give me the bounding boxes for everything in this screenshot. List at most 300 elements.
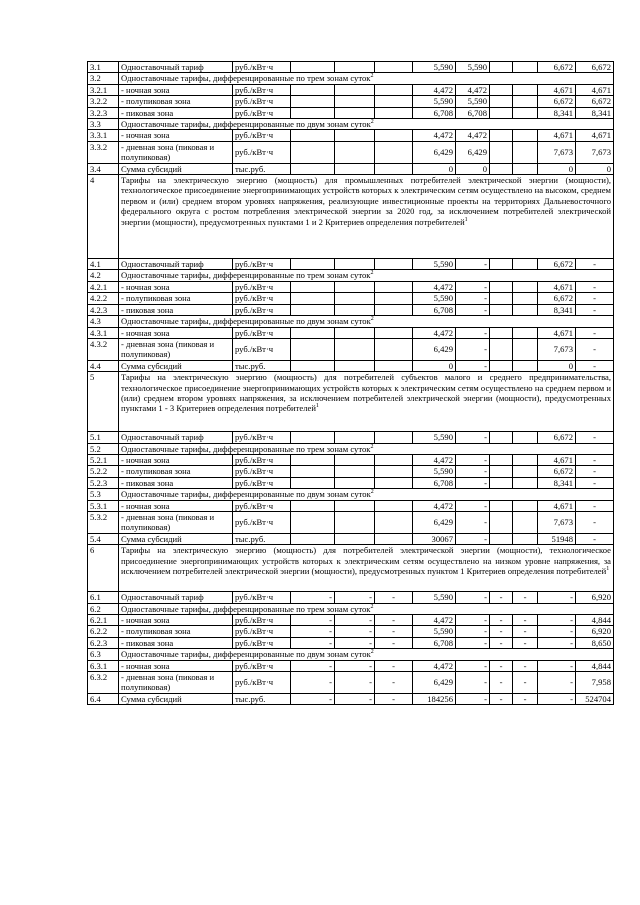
row-number: 4.2.2 <box>88 293 119 304</box>
value-cell: - <box>538 637 576 648</box>
value-cell: - <box>490 693 513 704</box>
value-cell <box>291 107 335 118</box>
title-text: Одноставочные тарифы, дифференцированные по двум зонам суток <box>121 119 371 130</box>
tariff-name: Одноставочный тариф <box>119 592 233 603</box>
value-cell <box>335 107 375 118</box>
tariff-name: - ночная зона <box>119 327 233 338</box>
row-number: 4 <box>88 175 119 259</box>
value-cell: - <box>375 672 413 694</box>
row-number: 5.2.2 <box>88 466 119 477</box>
row-number: 5.2 <box>88 443 119 454</box>
value-cell: 5,590 <box>456 62 490 73</box>
row-number: 3.2.3 <box>88 107 119 118</box>
value-cell <box>291 432 335 443</box>
value-cell <box>291 454 335 465</box>
value-cell: 6,708 <box>456 107 490 118</box>
value-cell: - <box>576 281 614 292</box>
row-number: 6.3.2 <box>88 672 119 694</box>
value-cell <box>490 511 513 533</box>
value-cell: 0 <box>576 163 614 174</box>
value-cell <box>291 130 335 141</box>
tariff-name: - пиковая зона <box>119 477 233 488</box>
row-number: 6.2 <box>88 603 119 614</box>
tariff-name: Сумма субсидий <box>119 360 233 371</box>
value-cell: 8,341 <box>538 304 576 315</box>
value-cell <box>291 281 335 292</box>
value-cell: 30067 <box>413 533 456 544</box>
value-cell: - <box>291 626 335 637</box>
value-cell: - <box>335 592 375 603</box>
value-cell: 4,671 <box>576 130 614 141</box>
value-cell: 5,590 <box>413 293 456 304</box>
title-text: Одноставочные тарифы, дифференцированные по двум зонам суток <box>121 316 371 327</box>
unit: руб./кВт·ч <box>233 293 291 304</box>
value-cell: - <box>513 693 538 704</box>
row-number: 5.3.1 <box>88 500 119 511</box>
table-row <box>88 454 614 465</box>
value-cell: - <box>375 693 413 704</box>
value-cell: - <box>291 693 335 704</box>
value-cell <box>513 293 538 304</box>
value-cell: - <box>576 511 614 533</box>
unit: руб./кВт·ч <box>233 454 291 465</box>
value-cell <box>335 327 375 338</box>
subsection-title <box>119 119 614 130</box>
row-number: 5.3.2 <box>88 511 119 533</box>
subsection-row <box>88 603 614 614</box>
value-cell: - <box>576 432 614 443</box>
value-cell: - <box>456 281 490 292</box>
tariff-name: - полупиковая зона <box>119 293 233 304</box>
row-number: 4.1 <box>88 259 119 270</box>
value-cell: - <box>456 615 490 626</box>
value-cell <box>375 360 413 371</box>
value-cell: - <box>456 533 490 544</box>
subsection-row <box>88 270 614 281</box>
value-cell: - <box>335 626 375 637</box>
row-number: 3.3.1 <box>88 130 119 141</box>
tariff-name: - дневная зона (пиковая и полупиковая) <box>119 338 233 360</box>
tariff-name: - ночная зона <box>119 281 233 292</box>
value-cell <box>490 107 513 118</box>
unit: руб./кВт·ч <box>233 637 291 648</box>
subsection-title <box>119 603 614 614</box>
value-cell: - <box>456 304 490 315</box>
value-cell <box>375 432 413 443</box>
value-cell: - <box>538 660 576 671</box>
value-cell: - <box>513 660 538 671</box>
value-cell: 4,472 <box>413 327 456 338</box>
value-cell: - <box>513 672 538 694</box>
tariff-name: Сумма субсидий <box>119 693 233 704</box>
tariff-name: Сумма субсидий <box>119 533 233 544</box>
value-cell: - <box>576 466 614 477</box>
row-number: 6 <box>88 545 119 592</box>
row-number: 4.3 <box>88 316 119 327</box>
value-cell: 5,590 <box>413 592 456 603</box>
tariff-name: - дневная зона (пиковая и полупиковая) <box>119 511 233 533</box>
row-number: 3.4 <box>88 163 119 174</box>
table-row <box>88 533 614 544</box>
value-cell <box>490 500 513 511</box>
value-cell <box>513 338 538 360</box>
value-cell: 6,429 <box>456 141 490 163</box>
table-row <box>88 500 614 511</box>
value-cell: 5,590 <box>413 96 456 107</box>
tariff-name: - пиковая зона <box>119 304 233 315</box>
value-cell: 7,673 <box>538 141 576 163</box>
row-number: 3.2.2 <box>88 96 119 107</box>
table-row <box>88 660 614 671</box>
row-number: 6.2.1 <box>88 615 119 626</box>
value-cell: 6,429 <box>413 672 456 694</box>
value-cell: 4,472 <box>413 281 456 292</box>
title-text: Тарифы на электрическую энергию (мощность) для потребителей электрической энергии (мощности), технологическое присоединение энергопринимающих устройств которых к электрическим сетям осуществлено на низком уровне напряжения, за исключением потребителей электрической энергии (мощности), предусмотренных пунктом 1 Критериев определения потребителей <box>121 545 611 576</box>
value-cell: - <box>335 637 375 648</box>
table-row <box>88 477 614 488</box>
row-number: 4.4 <box>88 360 119 371</box>
value-cell: 6,429 <box>413 338 456 360</box>
row-number: 6.2.2 <box>88 626 119 637</box>
value-cell <box>513 107 538 118</box>
tariff-name: - ночная зона <box>119 84 233 95</box>
tariff-name: - полупиковая зона <box>119 96 233 107</box>
value-cell: - <box>335 672 375 694</box>
value-cell: 6,672 <box>538 466 576 477</box>
value-cell: - <box>375 626 413 637</box>
value-cell: 6,920 <box>576 626 614 637</box>
value-cell <box>490 454 513 465</box>
unit: руб./кВт·ч <box>233 615 291 626</box>
value-cell <box>335 62 375 73</box>
value-cell: - <box>513 615 538 626</box>
value-cell: 7,673 <box>538 511 576 533</box>
value-cell <box>291 327 335 338</box>
value-cell: - <box>456 327 490 338</box>
unit: руб./кВт·ч <box>233 500 291 511</box>
tariff-name: Одноставочный тариф <box>119 62 233 73</box>
value-cell: - <box>375 660 413 671</box>
value-cell <box>335 511 375 533</box>
value-cell <box>375 259 413 270</box>
value-cell: 5,590 <box>413 259 456 270</box>
tariff-name: - ночная зона <box>119 130 233 141</box>
value-cell <box>291 500 335 511</box>
value-cell <box>335 84 375 95</box>
unit: руб./кВт·ч <box>233 130 291 141</box>
value-cell <box>375 281 413 292</box>
value-cell <box>490 477 513 488</box>
subsection-row <box>88 119 614 130</box>
value-cell: 6,672 <box>538 432 576 443</box>
value-cell <box>513 454 538 465</box>
table-row <box>88 293 614 304</box>
value-cell <box>375 466 413 477</box>
value-cell: - <box>291 637 335 648</box>
table-row <box>88 130 614 141</box>
value-cell: 6,429 <box>413 511 456 533</box>
value-cell <box>335 163 375 174</box>
value-cell: 6,672 <box>538 62 576 73</box>
value-cell: - <box>291 672 335 694</box>
value-cell: 6,920 <box>576 592 614 603</box>
value-cell: 6,708 <box>413 304 456 315</box>
value-cell: - <box>335 615 375 626</box>
value-cell: - <box>490 615 513 626</box>
value-cell <box>375 338 413 360</box>
table-row <box>88 511 614 533</box>
value-cell <box>513 281 538 292</box>
unit: тыс.руб. <box>233 693 291 704</box>
value-cell: 4,671 <box>538 281 576 292</box>
value-cell <box>375 500 413 511</box>
table-row <box>88 304 614 315</box>
value-cell <box>490 304 513 315</box>
value-cell <box>375 62 413 73</box>
value-cell: - <box>456 338 490 360</box>
unit: руб./кВт·ч <box>233 660 291 671</box>
unit: руб./кВт·ч <box>233 672 291 694</box>
value-cell: - <box>490 660 513 671</box>
table-row <box>88 615 614 626</box>
value-cell <box>513 533 538 544</box>
row-number: 3.3.2 <box>88 141 119 163</box>
value-cell <box>375 293 413 304</box>
row-number: 4.2.3 <box>88 304 119 315</box>
table-row <box>88 693 614 704</box>
row-number: 5.4 <box>88 533 119 544</box>
unit: руб./кВт·ч <box>233 327 291 338</box>
unit: руб./кВт·ч <box>233 338 291 360</box>
value-cell <box>291 293 335 304</box>
subsection-title <box>119 443 614 454</box>
value-cell: - <box>456 360 490 371</box>
unit: руб./кВт·ч <box>233 84 291 95</box>
value-cell: - <box>576 477 614 488</box>
value-cell: - <box>513 592 538 603</box>
row-number: 5.2.3 <box>88 477 119 488</box>
value-cell: - <box>456 511 490 533</box>
footnote-mark: 2 <box>370 73 374 80</box>
value-cell <box>513 327 538 338</box>
section-header-row <box>88 372 614 432</box>
value-cell: - <box>490 626 513 637</box>
value-cell <box>513 466 538 477</box>
value-cell: 4,671 <box>576 84 614 95</box>
unit: тыс.руб. <box>233 163 291 174</box>
row-number: 3.1 <box>88 62 119 73</box>
row-number: 3.2 <box>88 73 119 84</box>
value-cell <box>490 96 513 107</box>
value-cell <box>291 511 335 533</box>
value-cell <box>375 107 413 118</box>
value-cell: 5,590 <box>413 466 456 477</box>
table-row <box>88 107 614 118</box>
subsection-row <box>88 316 614 327</box>
unit: тыс.руб. <box>233 360 291 371</box>
value-cell: - <box>538 615 576 626</box>
value-cell: - <box>538 672 576 694</box>
table-row <box>88 84 614 95</box>
section-header-row <box>88 545 614 592</box>
value-cell: - <box>576 533 614 544</box>
value-cell <box>291 477 335 488</box>
row-number: 5.1 <box>88 432 119 443</box>
value-cell <box>490 327 513 338</box>
table-row <box>88 327 614 338</box>
value-cell: 7,673 <box>538 338 576 360</box>
row-number: 4.3.1 <box>88 327 119 338</box>
subsection-title <box>119 316 614 327</box>
value-cell: 0 <box>413 360 456 371</box>
title-text: Тарифы на электрическую энергию (мощность) для потребителей субъектов малого и среднего предпринимательства, технологическое присоединение энергопринимающих устройств которых к электрическим сетям осуществлено на среднем первом и (или) среднем втором уровнях напряжения, за исключением потребителей электрической энергии (мощности), предусмотренных пунктами 1 - 3 Критериев определения потребителей <box>121 372 611 414</box>
row-number: 5 <box>88 372 119 432</box>
value-cell: 184256 <box>413 693 456 704</box>
unit: руб./кВт·ч <box>233 96 291 107</box>
value-cell: 4,472 <box>413 84 456 95</box>
value-cell: 6,672 <box>538 259 576 270</box>
footnote-mark: 2 <box>370 443 374 450</box>
section-title <box>119 175 614 259</box>
subsection-row <box>88 443 614 454</box>
row-number: 4.2.1 <box>88 281 119 292</box>
footnote-mark: 1 <box>606 566 610 573</box>
tariff-name: - ночная зона <box>119 500 233 511</box>
value-cell: 51948 <box>538 533 576 544</box>
value-cell <box>513 163 538 174</box>
value-cell: - <box>375 637 413 648</box>
row-number: 3.2.1 <box>88 84 119 95</box>
value-cell: - <box>456 500 490 511</box>
title-text: Одноставочные тарифы, дифференцированные по трем зонам суток <box>121 443 371 454</box>
value-cell: - <box>576 304 614 315</box>
value-cell: 4,472 <box>413 454 456 465</box>
unit: руб./кВт·ч <box>233 626 291 637</box>
section-header-row <box>88 175 614 259</box>
unit: руб./кВт·ч <box>233 477 291 488</box>
value-cell: - <box>456 432 490 443</box>
tariff-name: - пиковая зона <box>119 107 233 118</box>
value-cell: - <box>456 660 490 671</box>
value-cell <box>375 304 413 315</box>
value-cell: - <box>576 338 614 360</box>
value-cell: 0 <box>413 163 456 174</box>
value-cell <box>490 533 513 544</box>
footnote-mark: 2 <box>370 316 374 323</box>
value-cell <box>335 360 375 371</box>
value-cell: 6,708 <box>413 477 456 488</box>
value-cell <box>335 533 375 544</box>
value-cell: 4,472 <box>413 130 456 141</box>
value-cell: - <box>490 592 513 603</box>
value-cell: 4,671 <box>538 500 576 511</box>
value-cell <box>375 477 413 488</box>
value-cell: - <box>291 660 335 671</box>
value-cell <box>513 511 538 533</box>
row-number: 6.3.1 <box>88 660 119 671</box>
value-cell: 4,472 <box>413 615 456 626</box>
value-cell: 4,472 <box>413 500 456 511</box>
value-cell <box>490 281 513 292</box>
value-cell: 4,844 <box>576 660 614 671</box>
value-cell: 524704 <box>576 693 614 704</box>
value-cell <box>490 360 513 371</box>
table-row <box>88 637 614 648</box>
value-cell: - <box>576 293 614 304</box>
table-row <box>88 626 614 637</box>
value-cell: - <box>538 626 576 637</box>
value-cell <box>375 141 413 163</box>
footnote-mark: 2 <box>370 603 374 610</box>
value-cell <box>291 360 335 371</box>
value-cell: - <box>513 626 538 637</box>
tariff-name: - пиковая зона <box>119 637 233 648</box>
value-cell: - <box>456 637 490 648</box>
value-cell <box>375 327 413 338</box>
subsection-row <box>88 649 614 660</box>
value-cell <box>513 360 538 371</box>
value-cell <box>335 293 375 304</box>
table-row <box>88 259 614 270</box>
table-row <box>88 141 614 163</box>
tariff-name: - ночная зона <box>119 615 233 626</box>
value-cell: - <box>456 672 490 694</box>
value-cell: 5,590 <box>413 432 456 443</box>
tariff-name: - ночная зона <box>119 454 233 465</box>
tariff-name: - дневная зона (пиковая и полупиковая) <box>119 141 233 163</box>
value-cell: 4,671 <box>538 130 576 141</box>
value-cell <box>375 511 413 533</box>
value-cell: 6,708 <box>413 107 456 118</box>
row-number: 3.3 <box>88 119 119 130</box>
value-cell <box>490 432 513 443</box>
value-cell <box>335 454 375 465</box>
tariff-table <box>87 61 614 705</box>
value-cell: - <box>456 454 490 465</box>
value-cell <box>490 130 513 141</box>
value-cell <box>490 259 513 270</box>
tariff-name: Сумма субсидий <box>119 163 233 174</box>
value-cell <box>291 141 335 163</box>
value-cell <box>335 141 375 163</box>
value-cell: 6,672 <box>576 62 614 73</box>
value-cell: 5,590 <box>413 62 456 73</box>
row-number: 4.2 <box>88 270 119 281</box>
value-cell: - <box>576 360 614 371</box>
value-cell: 4,671 <box>538 84 576 95</box>
value-cell: - <box>456 693 490 704</box>
value-cell: 6,672 <box>538 293 576 304</box>
tariff-name: Одноставочный тариф <box>119 432 233 443</box>
title-text: Одноставочные тарифы, дифференцированные по трем зонам суток <box>121 73 371 84</box>
value-cell <box>490 163 513 174</box>
title-text: Тарифы на электрическую энергию (мощность) для промышленных потребителей электрической энергии (мощности), технологическое присоединение энергопринимающих устройств которых к электрическим сетям осуществлено на высоком, среднем первом и (или) среднем втором уровнях напряжения, реализующие инвестиционные проекты на территориях Дальневосточного федерального округа с ростом потребления электрической энергии за 2020 год, за исключением потребителей электрической энергии (мощности), предусмотренных пунктами 1 и 2 Критериев определения потребителей <box>121 175 611 227</box>
value-cell: 8,650 <box>576 637 614 648</box>
value-cell: 6,708 <box>413 637 456 648</box>
table-row <box>88 672 614 694</box>
value-cell: 7,673 <box>576 141 614 163</box>
value-cell <box>291 338 335 360</box>
value-cell: - <box>456 626 490 637</box>
value-cell: - <box>456 477 490 488</box>
value-cell <box>291 62 335 73</box>
value-cell <box>291 466 335 477</box>
unit: руб./кВт·ч <box>233 281 291 292</box>
tariff-name: - ночная зона <box>119 660 233 671</box>
value-cell: 0 <box>538 163 576 174</box>
value-cell <box>513 96 538 107</box>
value-cell <box>513 259 538 270</box>
